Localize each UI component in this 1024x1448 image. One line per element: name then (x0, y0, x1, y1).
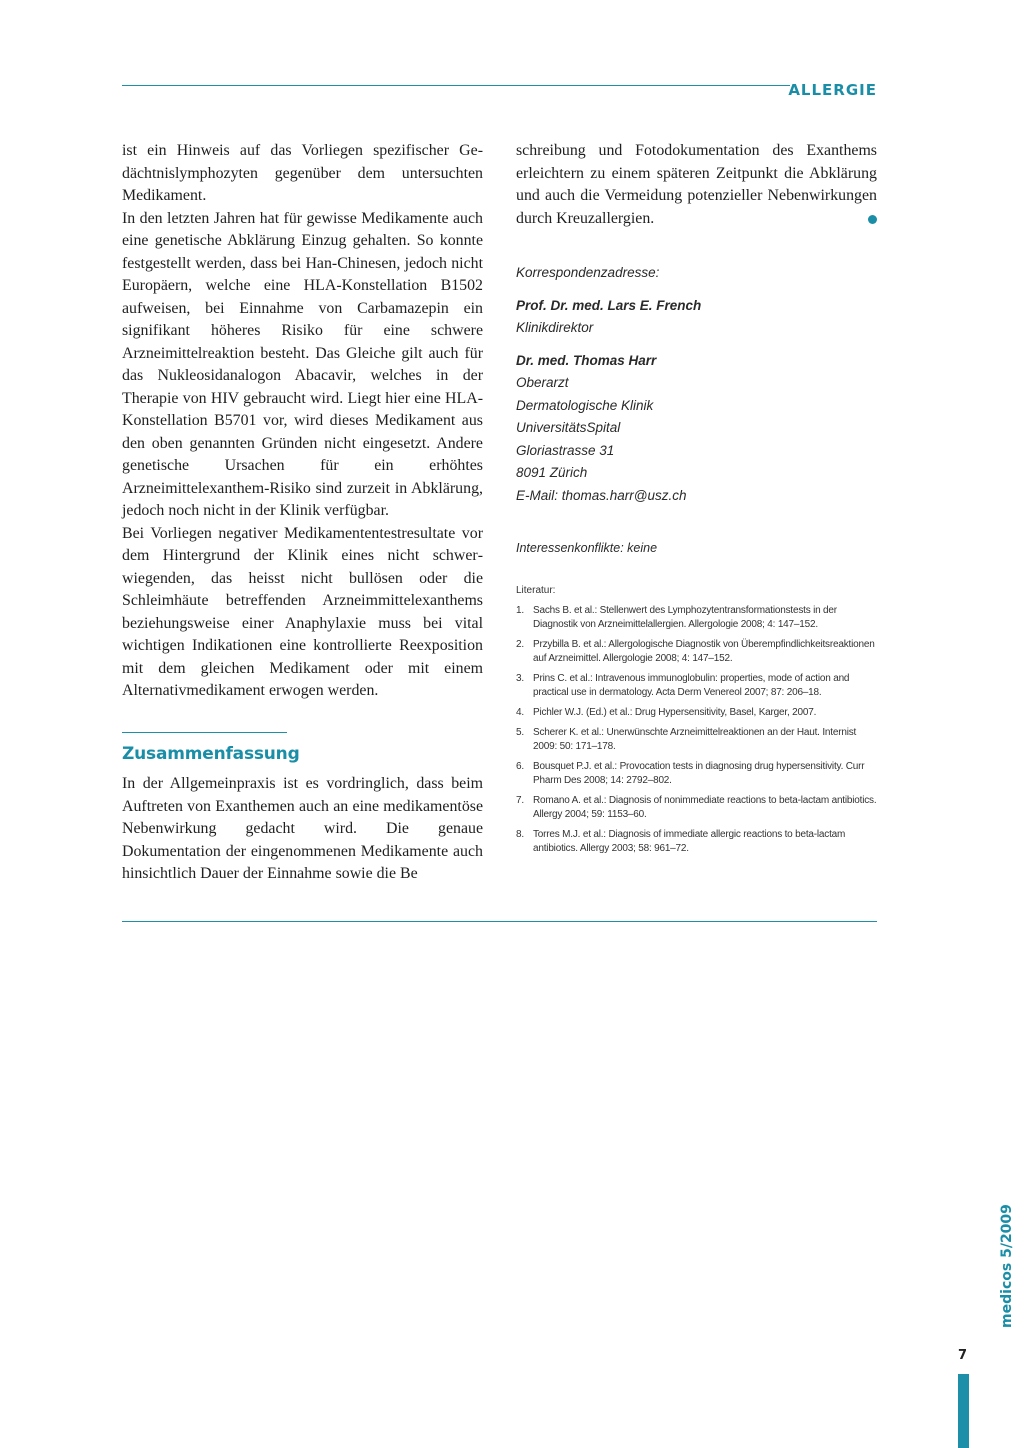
literature-title: Literatur: (516, 584, 556, 596)
continuation-block (516, 140, 877, 230)
literature-text: Romano A. et al.: Diagnosis of nonimmediate reactions to beta-lactam antibiotics. Allergy 2004; 59: 1153–60. (533, 794, 877, 820)
literature-text: Sachs B. et al.: Stellenwert des Lymphozytentransformationstests in der Diagnostik von Arzneimittelallergien. Allergologie 2008; 4: 147–152. (533, 604, 837, 630)
literature-item (516, 706, 877, 720)
section-label: ALLERGIE (788, 81, 877, 99)
correspondence-label: Korrespondenzadresse: (516, 265, 660, 280)
literature-item (516, 672, 877, 700)
literature-number: 5. (516, 726, 524, 738)
literature-text: Torres M.J. et al.: Diagnosis of immediate allergic reactions to beta-lactam antibiotics. Allergy 2003; 58: 961–72. (533, 828, 846, 854)
literature-number: 1. (516, 604, 524, 616)
literature-item (516, 828, 877, 856)
left-column (122, 140, 483, 886)
body-paragraph: Bei Vorliegen negativer Medikamententestresultate vor dem Hintergrund der Klinik eines nicht schwerwiegenden, das heisst nicht bullösen oder die Schleimhäute betreffenden Arzneimmittelexanthems beziehungsweise einer Anaphylaxie muss bei vital wichtigen Indikationen eine kontrollierte Reexposition mit dem gleichen Medikament oder mit einem Alternativmedikament erwogen werden. (122, 524, 483, 699)
email-line: E-Mail: thomas.harr@usz.ch (516, 487, 687, 503)
literature-number: 2. (516, 638, 524, 650)
correspondence-person-1 (516, 295, 877, 340)
body-paragraph: ist ein Hinweis auf das Vorliegen spezifischer Gedächtnislymphozyten gegenüber dem untersuchten Medikament. (122, 142, 483, 204)
literature-item (516, 794, 877, 822)
summary-heading: Zusammenfassung (122, 743, 300, 764)
person-title: Oberarzt (516, 375, 569, 390)
literature-number: 3. (516, 672, 524, 684)
literature-item (516, 726, 877, 754)
literature-text: Scherer K. et al.: Unerwünschte Arzneimittelreaktionen an der Haut. Internist 2009: 50: 171–178. (533, 726, 857, 752)
literature-item (516, 604, 877, 632)
person-title: Klinikdirektor (516, 320, 594, 335)
literature-number: 7. (516, 794, 524, 806)
journal-issue-label: medicos 5/2009 (999, 1204, 1015, 1328)
address-line: Dermatologische Klinik (516, 397, 654, 413)
page-accent-bar (958, 1374, 969, 1448)
summary-rule (122, 732, 287, 733)
literature-number: 4. (516, 706, 524, 718)
address-line: Gloriastrasse 31 (516, 442, 615, 458)
page-number: 7 (958, 1348, 968, 1363)
literature-text: Bousquet P.J. et al.: Provocation tests in diagnosing drug hypersensitivity. Curr Pharm Des 2008; 14: 2792–802. (533, 760, 865, 786)
literature-text: Prins C. et al.: Intravenous immunoglobulin: properties, mode of action and practical use in dermatology. Acta Derm Venereol 2007; 87: 206–18. (533, 672, 850, 698)
person-name: Dr. med. Thomas Harr (516, 352, 657, 368)
continuation-paragraph: schreibung und Fotodokumentation des Exanthems erleichtern zu einem späteren Zeitpunkt die Abklärung und auch die Vermeidung potenzieller Nebenwirkungen durch Kreuzallergien. (516, 142, 877, 227)
correspondence-person-2 (516, 350, 877, 508)
person-name: Prof. Dr. med. Lars E. French (516, 297, 702, 313)
header-rule (122, 85, 790, 86)
literature-number: 6. (516, 760, 524, 772)
body-paragraph: In den letzten Jahren hat für gewisse Medikamente auch eine genetische Abklärung Einzug gehalten. So konnte festgestellt werden, dass bei Han-Chinesen, jedoch nicht Europäern, welche eine HLA-Konstellation B1502 aufweisen, bei Einnahme von Carbamazepin ein signifikant höheres Risiko für eine schwere Arzneimittelreaktion besteht. Das Gleiche gilt auch für das Nukleosidanalogon Abacavir, welches in der Therapie von HIV gebraucht wird. Liegt hier eine HLA-Konstellation B5701 vor, wird dieses Medikament aus den oben genannten Gründen nicht eingesetzt. Andere genetische Ursachen für ein erhöhtes Arzneimittelexanthem-Risiko sind zurzeit in Abklärung, jedoch noch nicht in der Klinik verfügbar. (122, 209, 483, 519)
article-end-bullet-icon (868, 215, 877, 224)
literature-text: Przybilla B. et al.: Allergologische Diagnostik von Überempfindlichkeitsreaktionen auf Arzneimittel. Allergologie 2008; 4: 147–152. (533, 638, 875, 664)
literature-text: Pichler W.J. (Ed.) et al.: Drug Hypersensitivity, Basel, Karger, 2007. (533, 706, 817, 718)
conflicts-of-interest: Interessenkonflikte: keine (516, 541, 658, 555)
address-line: UniversitätsSpital (516, 420, 621, 435)
right-column (516, 140, 877, 862)
literature-number: 8. (516, 828, 524, 840)
summary-paragraph: In der Allgemeinpraxis ist es vordringlich, dass beim Auftreten von Exanthemen auch an eine medikamentöse Nebenwirkung gedacht wird. Die genaue Dokumentation der eingenommenen Medikamente auch hinsichtlich Dauer der Einnahme sowie die Be (122, 775, 483, 882)
literature-item (516, 638, 877, 666)
footer-rule (122, 921, 877, 922)
literature-list (516, 604, 877, 856)
literature-item (516, 760, 877, 788)
address-line: 8091 Zürich (516, 465, 588, 480)
